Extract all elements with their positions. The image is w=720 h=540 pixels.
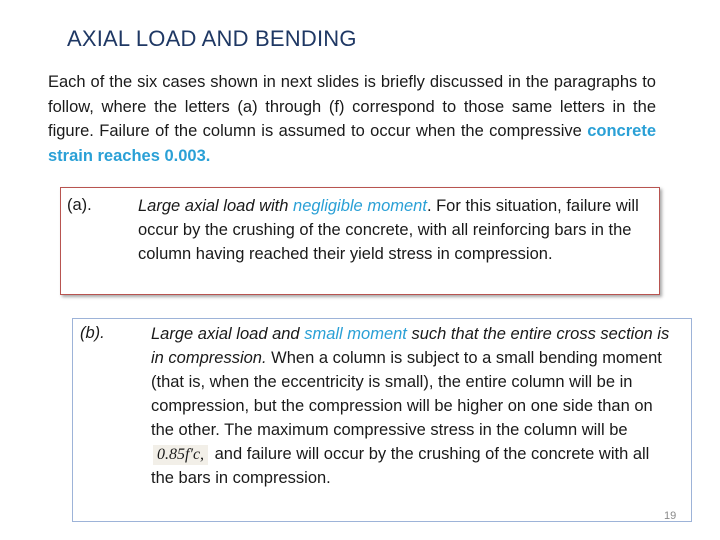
case-a-label: (a). [67, 196, 92, 214]
case-b-text-start: Large axial load and [151, 325, 305, 343]
case-b-text-mid: such that the entire cross section is in compression. [151, 325, 670, 367]
intro-paragraph [48, 70, 656, 168]
slide-title: AXIAL LOAD AND BENDING [67, 26, 357, 51]
intro-text: Each of the six cases shown in next slides is briefly discussed in the paragraphs to follow, where the letters (a) through (f) correspond to those same letters in the figure. Failure of the column is assumed to occur when the compressive [48, 73, 656, 140]
case-b-label: (b). [80, 324, 105, 342]
case-b-highlight: small moment [304, 325, 407, 343]
case-a-text-start: Large axial load with [138, 197, 294, 215]
case-b-text [151, 322, 671, 490]
case-a-text [138, 194, 658, 266]
case-a-text-rest: . For this situation, failure will occur by the crushing of the concrete, with all reinforcing bars in the column having reached their yield stress in compression. [138, 197, 639, 263]
page-number: 19 [664, 510, 677, 522]
stress-formula: 0.85f′c, [153, 445, 208, 465]
case-b-text-end: and failure will occur by the crushing of the concrete with all the bars in compression. [151, 445, 650, 487]
intro-highlight: concrete strain reaches 0.003. [48, 122, 656, 165]
case-b-text-body: When a column is subject to a small bending moment (that is, when the eccentricity is small), the entire column will be in compression, but the compression will be higher on one side than on the other. The maximum compressive stress in the column will be [151, 349, 662, 439]
case-a-highlight: negligible moment [293, 197, 427, 215]
